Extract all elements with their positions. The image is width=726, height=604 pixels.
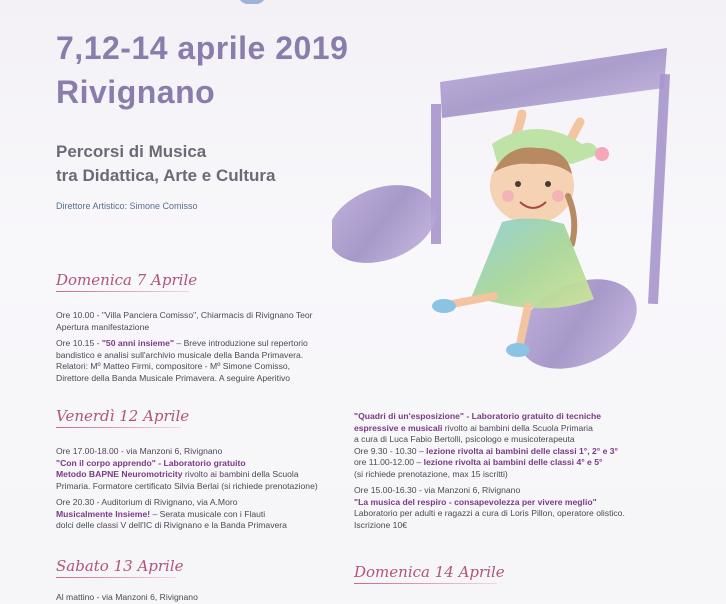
sabato-13-events: Al mattino - via Manzoni 6, Rivignano — [56, 592, 198, 602]
heading-domenica-14: Domenica 14 Aprile — [354, 563, 505, 581]
venerdi-12-events — [56, 446, 318, 537]
music-note-child-illustration — [332, 44, 712, 374]
heading-sabato-13: Sabato 13 Aprile — [56, 557, 184, 575]
subtitle-line-1: Percorsi di Musica — [56, 142, 207, 161]
event-50-anni: Ore 10.15 - "50 anni insieme" – Breve introduzione sul repertorio bandistico e analisi sull'archivio musicale della Banda Primavera. Relatori: Mº Matteo Firmi, compositore - Mº Simone Comisso, Direttore della Banda Musicale Primavera. A seguire Aperitivo — [56, 338, 308, 383]
sabato-13-right-events — [354, 411, 625, 536]
event-villa-panciera: Ore 10.00 - "Villa Panciera Comisso", Chiarmacis di Rivignano Teor Apertura manifestazione — [56, 310, 313, 332]
event-musicalmente-insieme: Ore 20.30 - Auditorium di Rivignano, via A.Moro Musicalmente Insieme! – Serata musicale con i Flauti dolci delle classi V dell'IC di Rivignano e la Banda Primavera — [56, 497, 287, 530]
heading-domenica-7: Domenica 7 Aprile — [56, 271, 198, 289]
event-town: Rivignano — [56, 74, 216, 110]
note-stem-right — [648, 74, 670, 304]
domenica-7-events — [56, 310, 313, 389]
event-dates: 7,12-14 aprile 2019 — [56, 30, 349, 66]
event-quadri-esposizione: "Quadri di un'esposizione" - Laboratorio gratuito di tecniche espressive e musicali rivolto ai bambini della Scuola Primaria a cura di Luca Fabio Bertolli, psicologo e musicoterapeuta Ore 9.30 - 10.30 – lezione rivolta ai bambini delle classi 1°, 2° e 3° ore 11.00-12.00 – lezione rivolta ai bambini delle classi 4° e 5° (si richiede prenotazione, max 15 iscritti) — [354, 411, 618, 479]
heading-venerdi-12: Venerdì 12 Aprile — [56, 407, 190, 425]
event-con-il-corpo: Ore 17.00-18.00 - via Manzoni 6, Rivignano "Con il corpo apprendo" - Laboratorio gratuito Metodo BAPNE Neuromotricity rivolto ai bambini della Scuola Primaria. Formatore certificato Silvia Berlai (si richiede prenotazione) — [56, 446, 318, 491]
artistic-director: Direttore Artistico: Simone Comisso — [56, 201, 198, 211]
event-musica-del-respiro: Ore 15.00-16.30 - via Manzoni 6, Rivignano "La musica del respiro - consapevolezza per vivere meglio" Laboratorio per adulti e ragazzi a cura di Loris Pillon, operatore olistico. Iscrizione 10€ — [354, 485, 625, 530]
event-title — [56, 26, 348, 114]
note-beam — [440, 48, 667, 118]
subtitle-line-2: tra Didattica, Arte e Cultura — [56, 166, 276, 185]
event-subtitle — [56, 140, 275, 188]
note-head-left — [332, 171, 447, 277]
